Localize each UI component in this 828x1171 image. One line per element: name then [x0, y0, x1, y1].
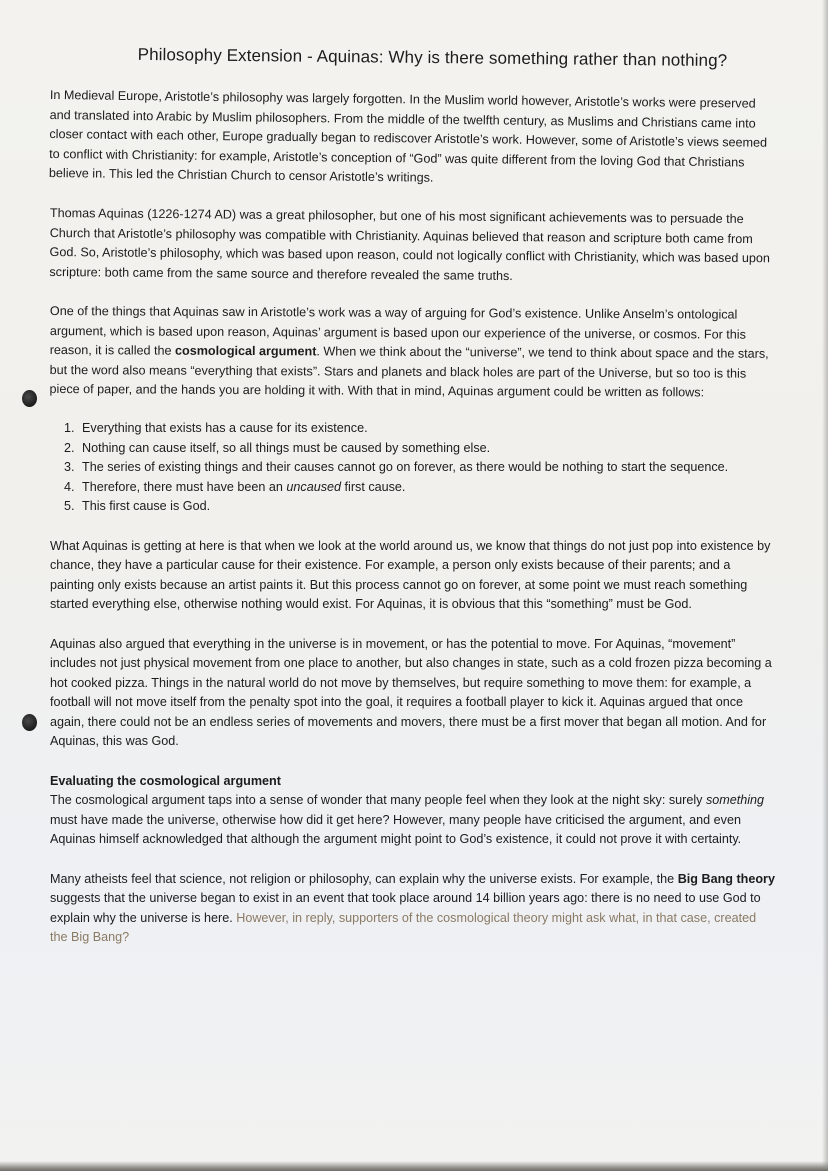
page-title: Philosophy Extension - Aquinas: Why is there something rather than nothing?	[137, 44, 728, 71]
punch-hole	[22, 390, 37, 407]
paragraph-cosmological-intro	[49, 302, 775, 403]
paragraph-causes-explained: What Aquinas is getting at here is that when we look at the world around us, we know that things do not just pop into existence by chance, they have a particular cause for their existence. For example, a person only exists because of their parents; and a painting only exists because an artist paints it. But this process cannot go on forever, at some point we must reach something started everything else, otherwise nothing would exist. For Aquinas, it is obvious that this “something” must be God.	[50, 538, 771, 611]
document-body	[50, 44, 775, 968]
punch-hole	[22, 714, 37, 731]
list-item: 5. This first cause is God.	[78, 497, 775, 517]
list-item: 2. Nothing can cause itself, so all things must be caused by something else.	[78, 439, 775, 459]
text-run-faded: However, in reply, supporters of the cosmological theory might ask what, in that case, created the Big Bang?	[50, 910, 757, 944]
page-edge-shadow	[822, 0, 828, 1171]
text-run: Many atheists feel that science, not religion or philosophy, can explain why the universe exists. For example, the	[50, 871, 678, 886]
bottom-shadow	[0, 1161, 828, 1171]
evaluation-section	[50, 772, 775, 850]
bold-term-big-bang-theory: Big Bang theory	[677, 871, 775, 886]
list-item: 1. Everything that exists has a cause for its existence.	[78, 419, 775, 439]
text-run: . When we think about the “universe”, we tend to think about space and the stars, but the word also means “everything that exists”. Stars and planets and black holes are part of the Universe, but so too is this piece of paper, and the hands you are holding it with. With that in mind, Aquinas argument could be written as follows:	[49, 343, 769, 399]
text-run: suggests that the universe began to exist in an event that took place around 14 billion years ago: there is no need to use God to explain why the universe is here.	[50, 891, 761, 925]
paragraph-movement: Aquinas also argued that everything in the universe is in movement, or has the potential to move. For Aquinas, “movement” includes not just physical movement from one place to another, but also changes in state, such as a cold frozen pizza becoming a hot cooked pizza. Things in the natural world do not move by themselves, but require something to move them: for example, a football will not move itself from the penalty spot into the goal, it requires a football player to kick it. Aquinas argued that once again, there could not be an endless series of movements and movers, there must be a first mover that began all motion. And for Aquinas, this was God.	[50, 636, 772, 748]
section-heading-evaluating: Evaluating the cosmological argument	[50, 773, 281, 788]
italic-term-something: something	[705, 793, 765, 807]
bold-term-cosmological-argument: cosmological argument	[175, 343, 317, 358]
text-run: The cosmological argument taps into a sense of wonder that many people feel when they look at the night sky: surely	[50, 793, 706, 807]
list-item: 3. The series of existing things and their causes cannot go on forever, as there would be nothing to start the sequence.	[78, 458, 775, 478]
italic-term-uncaused: uncaused	[286, 479, 342, 494]
paragraph-big-bang	[50, 870, 775, 948]
text-run: Therefore, there must have been an	[82, 479, 287, 494]
argument-steps-list	[50, 419, 775, 517]
text-run: One of the things that Aquinas saw in Aristotle’s work was a way of arguing for God’s existence. Unlike Anselm’s ontological argument, which is based upon reason, Aquinas’ argument is based upon our experience of the universe, or cosmos. For this reason, it is called the	[49, 303, 746, 358]
paragraph-thomas-aquinas: Thomas Aquinas (1226-1274 AD) was a great philosopher, but one of his most significant achievements was to persuade the Church that Aristotle’s philosophy was compatible with Christianity. Aquinas believed that reason and scripture both came from God. So, Aristotle’s philosophy, which was based upon reason, could not logically conflict with Christianity, which was based upon scripture: both came from the same source and therefore revealed the same truths.	[49, 205, 770, 283]
text-run: first cause.	[341, 479, 406, 494]
paragraph-medieval-europe: In Medieval Europe, Aristotle’s philosophy was largely forgotten. In the Muslim world however, Aristotle’s works were preserved and translated into Arabic by Muslim philosophers. From the middle of the twelfth century, as Muslims and Christians came into closer contact with each other, Europe gradually began to rediscover Aristotle’s work. However, some of Aristotle’s views seemed to conflict with Christianity: for example, Aristotle’s conception of “God” was quite different from the loving God that Christians believe in. This led the Christian Church to censor Aristotle’s writings.	[48, 87, 768, 185]
list-item	[78, 478, 775, 498]
text-run: must have made the universe, otherwise how did it get here? However, many people have criticised the argument, and even Aquinas himself acknowledged that although the argument might point to God’s existence, it could not prove it with certainty.	[50, 812, 742, 846]
